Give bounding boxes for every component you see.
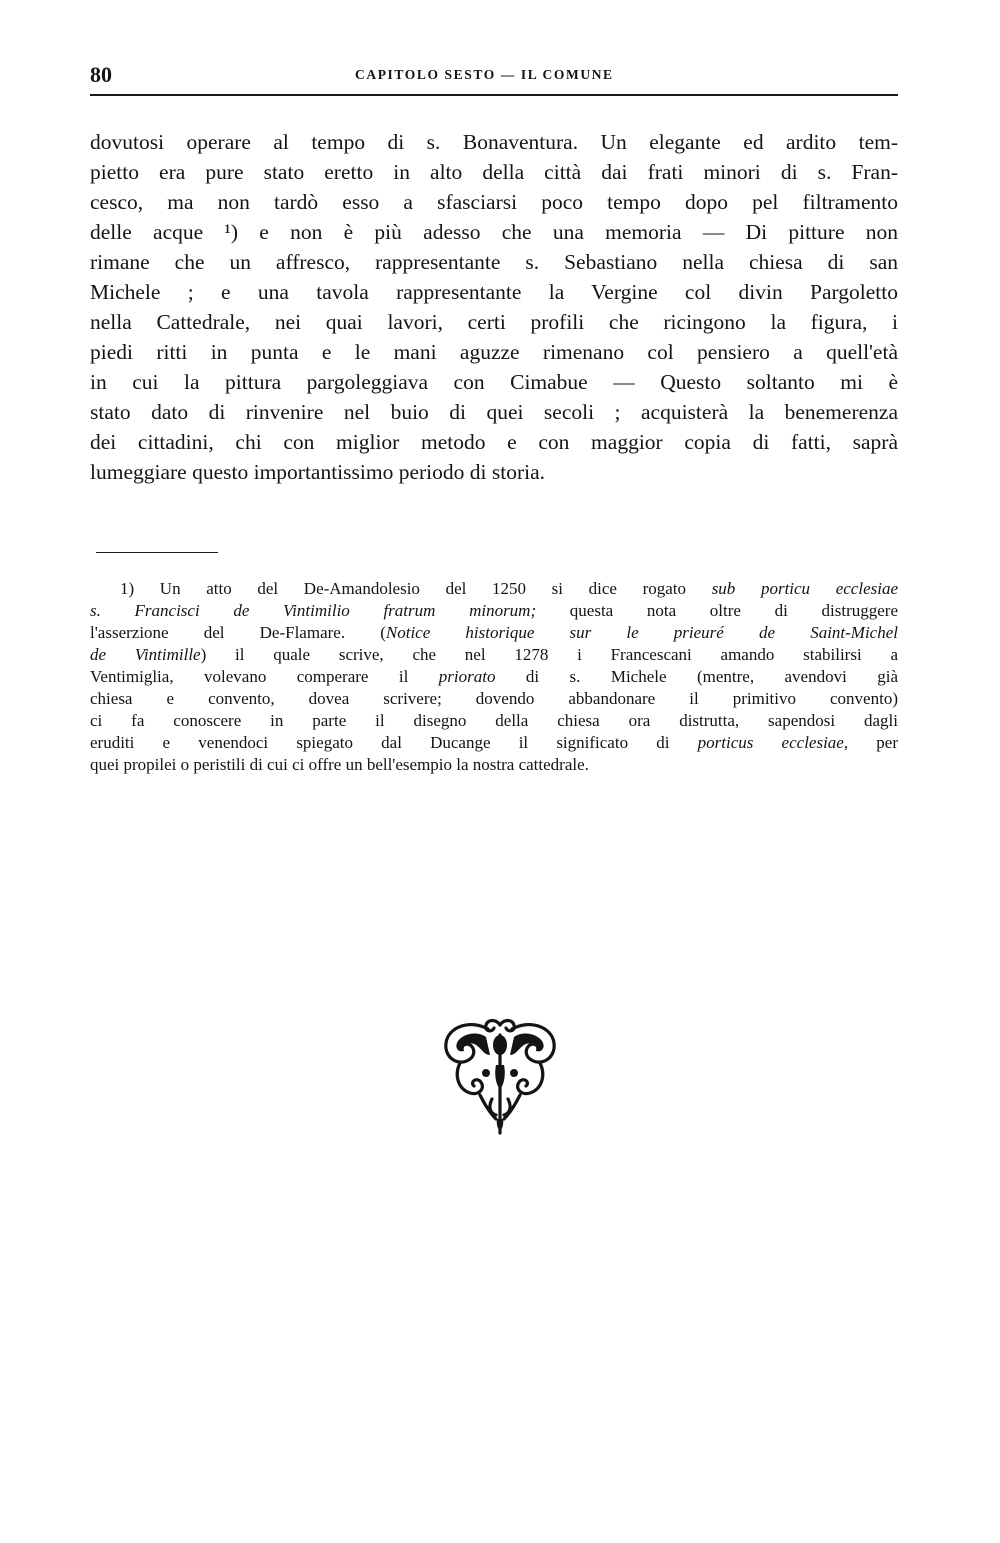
footnote-run: eruditi e venendoci spiegato dal Ducange il significato di [90, 733, 698, 752]
page-header [90, 62, 898, 86]
footnote-italic-run: Notice historique sur le prieuré de Saint-Michel [385, 623, 898, 642]
footnote-italic-run: de Vintimille [90, 645, 201, 664]
footnote-run: ) il quale scrive, che nel 1278 i Francescani amando stabilirsi a [200, 645, 898, 664]
body-line: dei cittadini, chi con miglior metodo e con maggior copia di fatti, saprà [90, 430, 898, 454]
body-line: in cui la pittura pargoleggiava con Cimabue — Questo soltanto mi è [90, 370, 898, 394]
footnote-run: l'asserzione del De-Flamare. ( [90, 623, 386, 642]
footnote-line [90, 732, 898, 754]
footnote-run: per [848, 733, 898, 752]
body-line: piedi ritti in punta e le mani aguzze rimenano col pensiero a quell'età [90, 340, 898, 364]
page-number: 80 [90, 62, 112, 87]
footnote-run: Ventimiglia, volevano comperare il [90, 667, 439, 686]
footnote-run: questa nota oltre di distruggere [536, 601, 898, 620]
body-paragraph [90, 127, 898, 487]
body-line: nella Cattedrale, nei quai lavori, certi profili che ricingono la figura, i [90, 310, 898, 334]
body-line: lumeggiare questo importantissimo periodo di storia. [90, 460, 546, 484]
footnote-line [90, 600, 898, 622]
footnote-line [90, 622, 898, 644]
footnote-run: 1) Un atto del De-Amandolesio del 1250 si dice rogato [120, 579, 712, 598]
footnote-line [90, 754, 898, 776]
body-line: cesco, ma non tardò esso a sfasciarsi poco tempo dopo pel filtramento [90, 190, 898, 214]
footnote-italic-run: porticus ecclesiae, [697, 733, 849, 752]
footnote-line [90, 666, 898, 688]
footnote-line [90, 578, 898, 600]
footnote-line [90, 688, 898, 710]
body-line: dovutosi operare al tempo di s. Bonaventura. Un elegante ed ardito tem- [90, 130, 898, 154]
footnote-run: di s. Michele (mentre, avendovi già [495, 667, 899, 686]
body-line: delle acque ¹) e non è più adesso che una memoria — Di pitture non [90, 220, 898, 244]
body-line: rimane che un affresco, rappresentante s. Sebastiano nella chiesa di san [90, 250, 898, 274]
footnote-line [90, 644, 898, 666]
footnote-run: ci fa conoscere in parte il disegno della chiesa ora distrutta, sapendosi dagli [90, 711, 898, 730]
header-rule [90, 94, 898, 96]
running-title: CAPITOLO SESTO — IL COMUNE [355, 67, 614, 82]
footnote-run: chiesa e convento, dovea scrivere; dovendo abbandonare il primitivo convento) [90, 689, 898, 708]
footnote-italic-run: s. Francisci de Vintimilio fratrum minorum; [90, 601, 537, 620]
footnote-run: quei propilei o peristili di cui ci offre un bell'esempio la nostra cattedrale. [90, 755, 589, 774]
footnote-italic-run: sub porticu ecclesiae [711, 579, 898, 598]
body-line: stato dato di rinvenire nel buio di quei secoli ; acquisterà la benemerenza [90, 400, 898, 424]
body-line: Michele ; e una tavola rappresentante la Vergine col divin Pargoletto [90, 280, 898, 304]
footnote-italic-run: priorato [438, 667, 496, 686]
fleuron-ornament-icon [440, 1015, 560, 1135]
body-line: pietto era pure stato eretto in alto della città dai frati minori di s. Fran- [90, 160, 898, 184]
footnote-rule [96, 552, 218, 553]
footnote [90, 578, 898, 776]
footnote-line [90, 710, 898, 732]
